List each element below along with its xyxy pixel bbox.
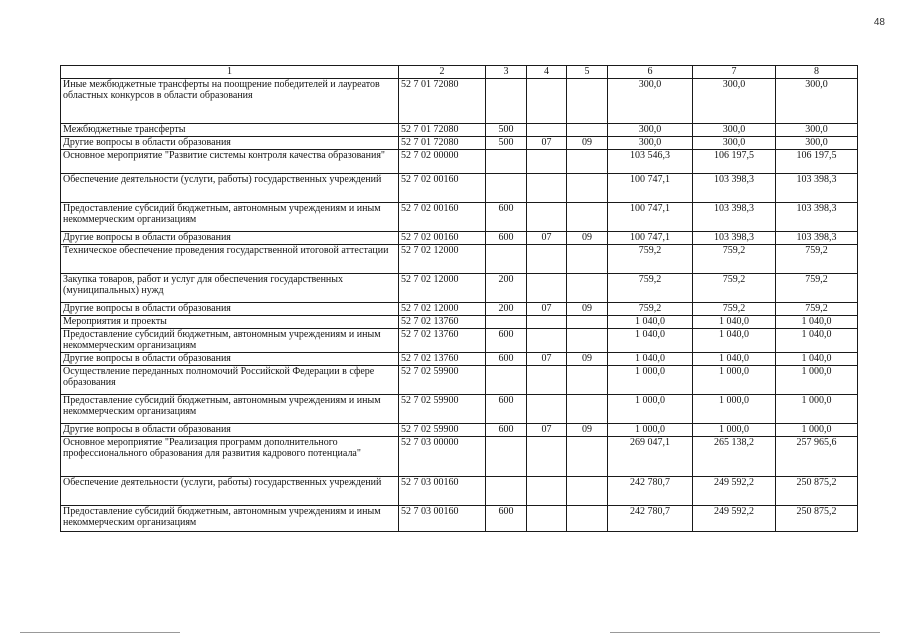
- row-vr: [486, 173, 527, 202]
- column-header-name: 1: [61, 66, 399, 79]
- row-value-year3: 1 040,0: [776, 352, 858, 365]
- row-name: Другие вопросы в области образования: [61, 423, 399, 436]
- row-code: 52 7 02 12000: [399, 244, 486, 273]
- row-value-year3: 250 875,2: [776, 505, 858, 531]
- row-value-year2: 759,2: [693, 302, 776, 315]
- row-value-year2: 106 197,5: [693, 149, 776, 173]
- row-pr: [567, 149, 608, 173]
- row-value-year1: 269 047,1: [608, 436, 693, 476]
- row-rz: [527, 173, 567, 202]
- row-vr: 600: [486, 394, 527, 423]
- row-name: Основное мероприятие "Развитие системы контроля качества образования": [61, 149, 399, 173]
- row-pr: [567, 365, 608, 394]
- budget-table: [60, 65, 858, 532]
- row-value-year1: 100 747,1: [608, 173, 693, 202]
- row-pr: 09: [567, 136, 608, 149]
- row-code: 52 7 01 72080: [399, 78, 486, 123]
- row-value-year2: 300,0: [693, 123, 776, 136]
- row-value-year2: 300,0: [693, 78, 776, 123]
- row-vr: [486, 476, 527, 505]
- table-row: [61, 394, 858, 423]
- row-value-year3: 759,2: [776, 302, 858, 315]
- row-pr: 09: [567, 352, 608, 365]
- row-value-year1: 1 000,0: [608, 423, 693, 436]
- column-header-year2: 7: [693, 66, 776, 79]
- row-code: 52 7 02 00160: [399, 231, 486, 244]
- row-vr: 500: [486, 123, 527, 136]
- row-pr: [567, 476, 608, 505]
- row-name: Предоставление субсидий бюджетным, автономным учреждениям и иным некоммерческим организациям: [61, 394, 399, 423]
- row-value-year1: 1 040,0: [608, 328, 693, 352]
- row-pr: [567, 328, 608, 352]
- row-value-year1: 1 040,0: [608, 315, 693, 328]
- table-body: [61, 78, 858, 531]
- row-value-year1: 759,2: [608, 273, 693, 302]
- row-value-year1: 1 000,0: [608, 365, 693, 394]
- table-row: [61, 352, 858, 365]
- row-name: Мероприятия и проекты: [61, 315, 399, 328]
- row-rz: [527, 328, 567, 352]
- row-value-year2: 759,2: [693, 273, 776, 302]
- table-row: [61, 244, 858, 273]
- row-code: 52 7 02 13760: [399, 315, 486, 328]
- row-name: Основное мероприятие "Реализация программ дополнительного профессионального образования для развития кадрового потенциала": [61, 436, 399, 476]
- row-code: 52 7 01 72080: [399, 123, 486, 136]
- row-pr: [567, 315, 608, 328]
- row-rz: [527, 476, 567, 505]
- row-rz: [527, 365, 567, 394]
- row-code: 52 7 02 00160: [399, 173, 486, 202]
- row-vr: 600: [486, 423, 527, 436]
- row-name: Другие вопросы в области образования: [61, 136, 399, 149]
- row-rz: 07: [527, 136, 567, 149]
- row-rz: [527, 202, 567, 231]
- row-rz: [527, 315, 567, 328]
- row-vr: 200: [486, 302, 527, 315]
- row-value-year3: 759,2: [776, 244, 858, 273]
- row-pr: 09: [567, 302, 608, 315]
- table-row: [61, 78, 858, 123]
- table-row: [61, 476, 858, 505]
- row-value-year3: 250 875,2: [776, 476, 858, 505]
- row-value-year2: 1 000,0: [693, 423, 776, 436]
- row-vr: [486, 78, 527, 123]
- row-rz: [527, 273, 567, 302]
- row-vr: [486, 436, 527, 476]
- row-name: Другие вопросы в области образования: [61, 231, 399, 244]
- row-value-year2: 1 040,0: [693, 352, 776, 365]
- row-vr: 600: [486, 352, 527, 365]
- row-code: 52 7 02 00160: [399, 202, 486, 231]
- row-code: 52 7 01 72080: [399, 136, 486, 149]
- row-value-year2: 249 592,2: [693, 476, 776, 505]
- row-vr: [486, 149, 527, 173]
- row-pr: [567, 436, 608, 476]
- row-code: 52 7 03 00160: [399, 505, 486, 531]
- row-rz: 07: [527, 302, 567, 315]
- row-value-year2: 1 000,0: [693, 394, 776, 423]
- row-pr: [567, 173, 608, 202]
- table-row: [61, 231, 858, 244]
- row-name: Обеспечение деятельности (услуги, работы) государственных учреждений: [61, 476, 399, 505]
- table-row: [61, 365, 858, 394]
- row-rz: [527, 244, 567, 273]
- row-code: 52 7 02 59900: [399, 365, 486, 394]
- row-value-year2: 103 398,3: [693, 173, 776, 202]
- row-vr: [486, 244, 527, 273]
- row-value-year1: 759,2: [608, 302, 693, 315]
- table-row: [61, 273, 858, 302]
- row-value-year1: 100 747,1: [608, 231, 693, 244]
- row-value-year1: 242 780,7: [608, 505, 693, 531]
- row-value-year2: 1 000,0: [693, 365, 776, 394]
- row-vr: 600: [486, 231, 527, 244]
- row-value-year3: 103 398,3: [776, 202, 858, 231]
- row-value-year3: 300,0: [776, 123, 858, 136]
- row-name: Закупка товаров, работ и услуг для обеспечения государственных (муниципальных) нужд: [61, 273, 399, 302]
- row-value-year3: 1 040,0: [776, 315, 858, 328]
- row-value-year2: 759,2: [693, 244, 776, 273]
- row-value-year3: 1 040,0: [776, 328, 858, 352]
- table-row: [61, 302, 858, 315]
- row-vr: 600: [486, 202, 527, 231]
- row-value-year1: 103 546,3: [608, 149, 693, 173]
- row-value-year2: 1 040,0: [693, 328, 776, 352]
- table-row: [61, 202, 858, 231]
- row-rz: 07: [527, 423, 567, 436]
- row-value-year1: 300,0: [608, 78, 693, 123]
- row-value-year1: 242 780,7: [608, 476, 693, 505]
- column-header-year3: 8: [776, 66, 858, 79]
- table-row: [61, 315, 858, 328]
- row-rz: [527, 394, 567, 423]
- row-value-year3: 300,0: [776, 136, 858, 149]
- row-value-year1: 1 000,0: [608, 394, 693, 423]
- row-value-year1: 300,0: [608, 123, 693, 136]
- column-header-year1: 6: [608, 66, 693, 79]
- row-value-year3: 1 000,0: [776, 423, 858, 436]
- row-value-year1: 300,0: [608, 136, 693, 149]
- row-rz: [527, 78, 567, 123]
- footer-rule-right: [610, 632, 880, 633]
- row-name: Иные межбюджетные трансферты на поощрение победителей и лауреатов областных конкурсов в области образования: [61, 78, 399, 123]
- row-code: 52 7 02 59900: [399, 423, 486, 436]
- row-code: 52 7 02 13760: [399, 352, 486, 365]
- row-value-year2: 249 592,2: [693, 505, 776, 531]
- row-value-year1: 100 747,1: [608, 202, 693, 231]
- row-value-year2: 103 398,3: [693, 202, 776, 231]
- row-name: Техническое обеспечение проведения государственной итоговой аттестации: [61, 244, 399, 273]
- row-name: Предоставление субсидий бюджетным, автономным учреждениям и иным некоммерческим организациям: [61, 505, 399, 531]
- row-name: Предоставление субсидий бюджетным, автономным учреждениям и иным некоммерческим организациям: [61, 202, 399, 231]
- row-vr: [486, 315, 527, 328]
- row-pr: [567, 123, 608, 136]
- row-rz: [527, 436, 567, 476]
- table-row: [61, 328, 858, 352]
- row-name: Предоставление субсидий бюджетным, автономным учреждениям и иным некоммерческим организациям: [61, 328, 399, 352]
- row-value-year3: 300,0: [776, 78, 858, 123]
- row-rz: 07: [527, 352, 567, 365]
- row-code: 52 7 02 12000: [399, 302, 486, 315]
- row-pr: [567, 244, 608, 273]
- row-pr: [567, 273, 608, 302]
- table-row: [61, 436, 858, 476]
- row-code: 52 7 02 13760: [399, 328, 486, 352]
- table-row: [61, 149, 858, 173]
- column-header-rz: 4: [527, 66, 567, 79]
- row-code: 52 7 02 59900: [399, 394, 486, 423]
- row-vr: 200: [486, 273, 527, 302]
- row-vr: [486, 365, 527, 394]
- row-vr: 600: [486, 328, 527, 352]
- row-value-year3: 257 965,6: [776, 436, 858, 476]
- row-name: Другие вопросы в области образования: [61, 302, 399, 315]
- row-pr: [567, 505, 608, 531]
- row-value-year3: 103 398,3: [776, 173, 858, 202]
- row-value-year2: 1 040,0: [693, 315, 776, 328]
- row-pr: [567, 202, 608, 231]
- column-header-pr: 5: [567, 66, 608, 79]
- row-pr: [567, 394, 608, 423]
- column-number-row: [61, 66, 858, 79]
- row-value-year3: 106 197,5: [776, 149, 858, 173]
- row-rz: [527, 505, 567, 531]
- row-name: Обеспечение деятельности (услуги, работы) государственных учреждений: [61, 173, 399, 202]
- row-value-year3: 1 000,0: [776, 394, 858, 423]
- row-code: 52 7 02 00000: [399, 149, 486, 173]
- footer-rule-left: [20, 632, 180, 633]
- table-row: [61, 423, 858, 436]
- row-value-year3: 759,2: [776, 273, 858, 302]
- row-code: 52 7 02 12000: [399, 273, 486, 302]
- row-rz: [527, 149, 567, 173]
- page-number: 48: [873, 17, 885, 28]
- row-value-year1: 759,2: [608, 244, 693, 273]
- row-code: 52 7 03 00000: [399, 436, 486, 476]
- table-row: [61, 136, 858, 149]
- row-value-year1: 1 040,0: [608, 352, 693, 365]
- row-vr: 600: [486, 505, 527, 531]
- column-header-vr: 3: [486, 66, 527, 79]
- table-row: [61, 505, 858, 531]
- row-pr: [567, 78, 608, 123]
- row-code: 52 7 03 00160: [399, 476, 486, 505]
- row-value-year2: 300,0: [693, 136, 776, 149]
- table-row: [61, 173, 858, 202]
- row-value-year3: 103 398,3: [776, 231, 858, 244]
- row-vr: 500: [486, 136, 527, 149]
- column-header-code: 2: [399, 66, 486, 79]
- row-name: Межбюджетные трансферты: [61, 123, 399, 136]
- table-row: [61, 123, 858, 136]
- row-rz: [527, 123, 567, 136]
- row-name: Другие вопросы в области образования: [61, 352, 399, 365]
- row-pr: 09: [567, 231, 608, 244]
- row-rz: 07: [527, 231, 567, 244]
- row-value-year3: 1 000,0: [776, 365, 858, 394]
- row-pr: 09: [567, 423, 608, 436]
- row-name: Осуществление переданных полномочий Российской Федерации в сфере образования: [61, 365, 399, 394]
- row-value-year2: 103 398,3: [693, 231, 776, 244]
- row-value-year2: 265 138,2: [693, 436, 776, 476]
